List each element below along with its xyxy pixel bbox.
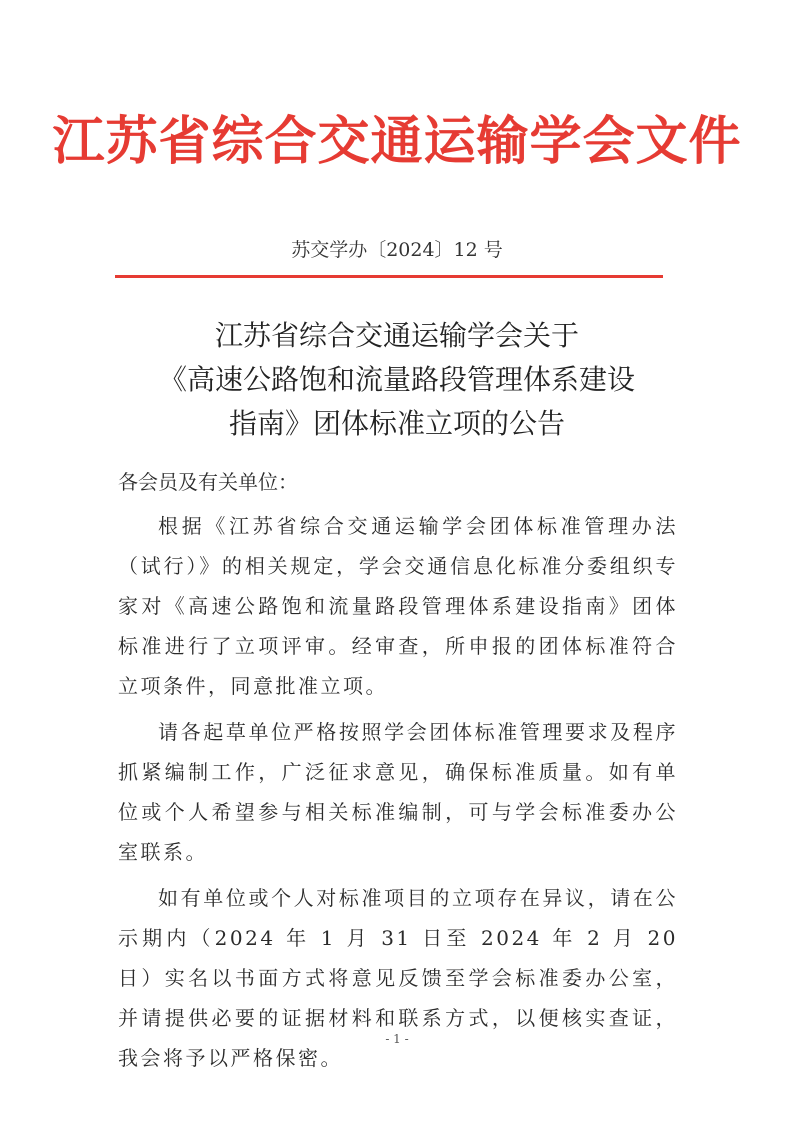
notice-title-line-2: 《高速公路饱和流量路段管理体系建设 bbox=[158, 363, 635, 396]
notice-title-line-1: 江苏省综合交通运输学会关于 bbox=[214, 319, 579, 352]
document-number: 苏交学办〔2024〕12 号 bbox=[291, 239, 503, 261]
notice-body bbox=[118, 462, 678, 1078]
salutation: 各会员及有关单位： bbox=[118, 470, 298, 494]
header-divider-rule bbox=[115, 275, 663, 278]
body-paragraph-1: 根据《江苏省综合交通运输学会团体标准管理办法（试行）》的相关规定，学会交通信息化标准分委组织专家对《高速公路饱和流量路段管理体系建设指南》团体标准进行了立项评审。经审查，所申报的团体标准符合立项条件，同意批准立项。 bbox=[118, 514, 678, 698]
body-paragraph-3: 如有单位或个人对标准项目的立项存在异议，请在公示期内（2024 年 1 月 31 日至 2024 年 2 月 20 日）实名以书面方式将意见反馈至学会标准委办公室，并请提供必要的证据材料和联系方式，以便核实查证，我会将予以严格保密。 bbox=[118, 886, 678, 1070]
page-number: - 1 - bbox=[385, 1032, 409, 1046]
notice-title bbox=[100, 314, 694, 446]
issuing-organization-header: 江苏省综合交通运输学会文件 bbox=[52, 111, 742, 172]
body-paragraph-2: 请各起草单位严格按照学会团体标准管理要求及程序抓紧编制工作，广泛征求意见，确保标准质量。如有单位或个人希望参与相关标准编制，可与学会标准委办公室联系。 bbox=[118, 720, 678, 864]
notice-title-line-3: 指南》团体标准立项的公告 bbox=[228, 407, 565, 440]
